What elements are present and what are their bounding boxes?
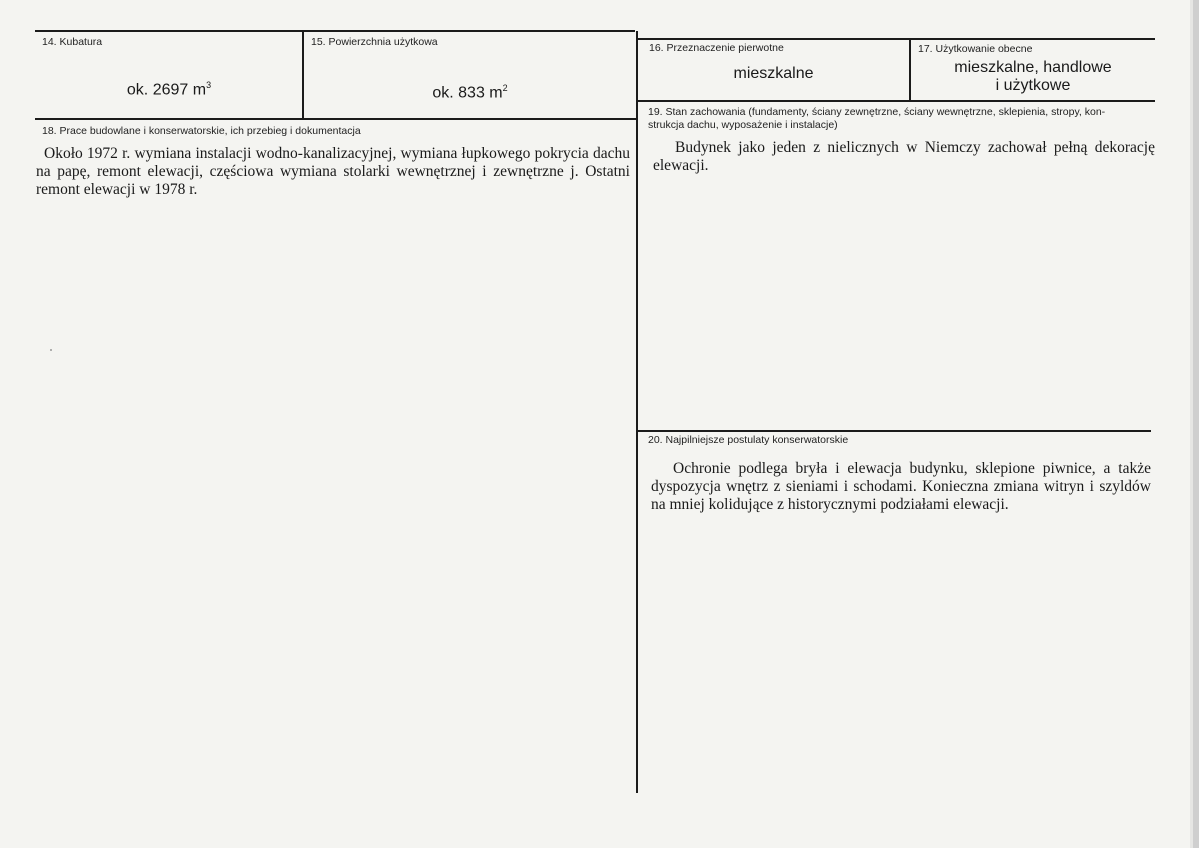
field-14-label: 14. Kubatura (42, 36, 103, 48)
scan-edge (1193, 0, 1199, 848)
field-17-value-line1: mieszkalne, handlowe (954, 59, 1112, 76)
field-15-unit-sup: 2 (502, 83, 508, 93)
field-19-label-line1: 19. Stan zachowania (fundamenty, ściany zewnętrzne, ściany wewnętrzne, sklepienia, stropy, kon- (648, 106, 1106, 118)
field-17-label: 17. Użytkowanie obecne (918, 43, 1033, 55)
field-17-value-line2: i użytkowe (995, 77, 1071, 94)
field-18-label: 18. Prace budowlane i konserwatorskie, ich przebieg i dokumentacja (42, 125, 361, 137)
field-14-value-text: ok. 2697 m (126, 81, 207, 99)
field-15-label: 15. Powierzchnia użytkowa (311, 36, 438, 48)
divider-row1-right-bottom (637, 100, 1155, 102)
field-14-unit-sup: 3 (206, 80, 212, 90)
field-20-text: Ochronie podlega bryła i elewacja budynku, sklepione piwnice, a także dyspozycja wnętrz z sieniami i schodami. Konieczna zmiana witryn i szyldów na mniej kolidujące z historycznymi podziałami elewacji. (651, 460, 1151, 513)
field-14-value (36, 80, 302, 99)
divider-19-20 (637, 430, 1151, 432)
top-border-left (35, 30, 635, 32)
top-border-right (638, 38, 1155, 40)
divider-14-15 (302, 31, 304, 119)
divider-row1-left-bottom (35, 118, 636, 120)
field-19-label-line2: strukcja dachu, wyposażenie i instalacje) (648, 119, 838, 131)
field-15-value (304, 83, 636, 102)
field-15-value-text: ok. 833 m (432, 84, 503, 102)
field-16-label: 16. Przeznaczenie pierwotne (649, 42, 784, 54)
field-18-text: Około 1972 r. wymiana instalacji wodno-kanalizacyjnej, wymiana łupkowego pokrycia dachu na papę, remont elewacji, częściowa wymiana stolarki wewnętrznej i zewnętrzne j. Ostatni remont elewacji w 1978 r. (36, 145, 630, 198)
field-19-label (648, 106, 1154, 132)
scan-speck (50, 349, 52, 351)
field-19-text: Budynek jako jeden z nielicznych w Niemczy zachował pełną dekorację elewacji. (653, 139, 1155, 174)
field-20-label: 20. Najpilniejsze postulaty konserwatorskie (648, 434, 849, 446)
field-17-value (911, 59, 1155, 95)
field-16-value: mieszkalne (733, 65, 814, 82)
main-vertical-divider (636, 31, 638, 793)
